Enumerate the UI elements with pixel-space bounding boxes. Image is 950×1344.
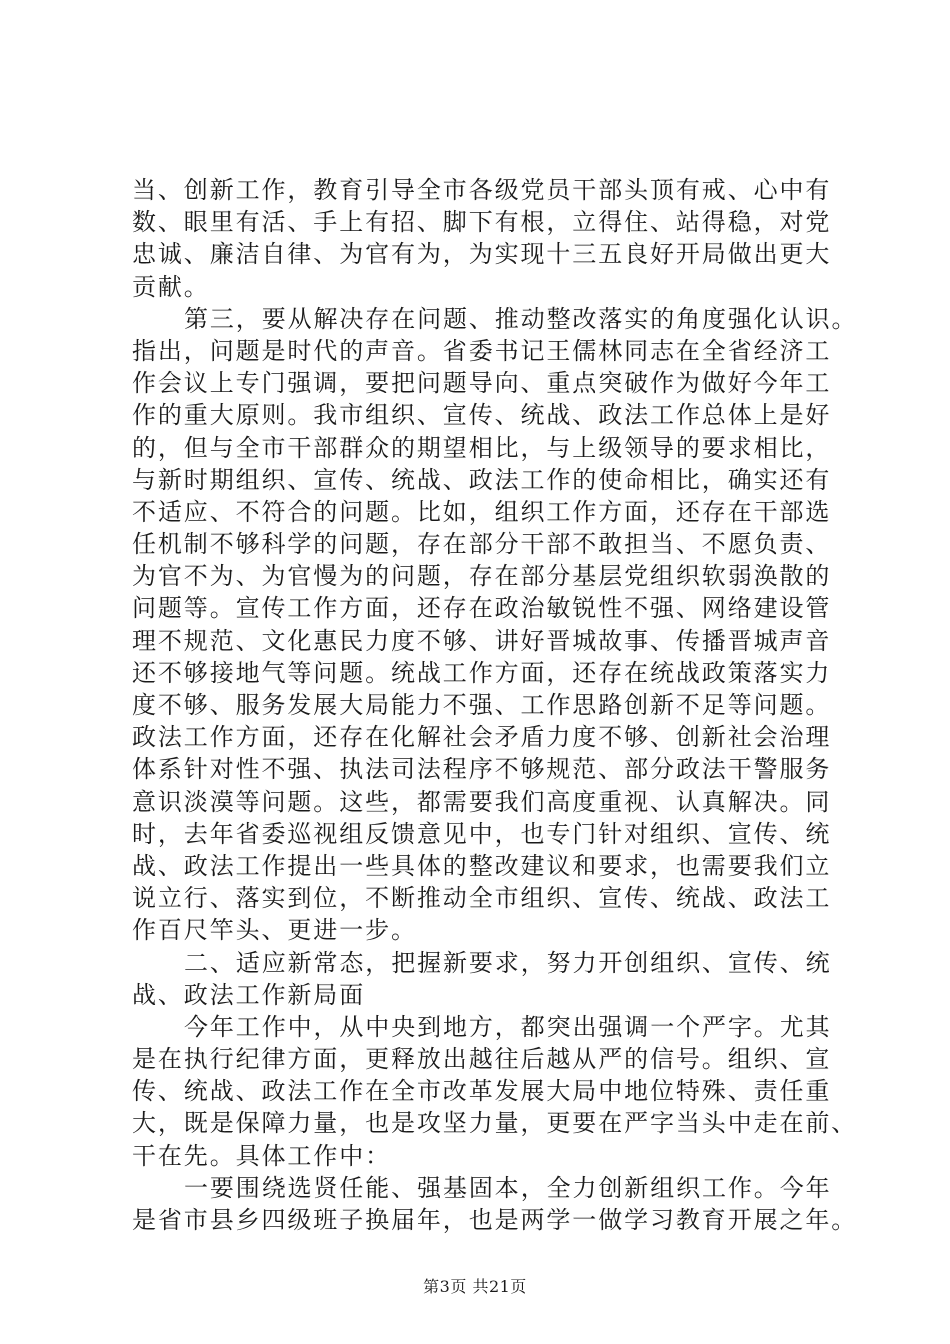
text-line: 的，但与全市干部群众的期望相比，与上级领导的要求相比， — [132, 433, 832, 462]
text-line: 作的重大原则。我市组织、宣传、统战、政法工作总体上是好 — [132, 401, 832, 430]
text-line: 当、创新工作，教育引导全市各级党员干部头顶有戒、心中有 — [132, 176, 832, 204]
text-line: 二、适应新常态，把握新要求，努力开创组织、宣传、统 — [184, 948, 832, 977]
text-line: 传、统战、政法工作在全市改革发展大局中地位特殊、责任重 — [132, 1077, 832, 1106]
text-line: 意识淡漠等问题。这些，都需要我们高度重视、认真解决。同 — [132, 787, 832, 816]
text-line: 与新时期组织、宣传、统战、政法工作的使命相比，确实还有 — [132, 465, 832, 494]
page-footer: 第3页 共21页 — [423, 1277, 527, 1296]
text-line: 贡献。 — [132, 272, 210, 301]
text-line: 体系针对性不强、执法司法程序不够规范、部分政法干警服务 — [132, 755, 832, 784]
text-line: 不适应、不符合的问题。比如，组织工作方面，还存在干部选 — [132, 497, 832, 526]
text-line: 作百尺竿头、更进一步。 — [132, 916, 417, 945]
text-line: 数、眼里有活、手上有招、脚下有根，立得住、站得稳，对党 — [132, 208, 832, 237]
text-line: 度不够、服务发展大局能力不强、工作思路创新不足等问题。 — [132, 691, 832, 719]
text-line: 大，既是保障力量，也是攻坚力量，更要在严字当头中走在前、 — [132, 1109, 858, 1138]
text-line: 战、政法工作新局面 — [132, 980, 366, 1009]
text-line: 指出，问题是时代的声音。省委书记王儒林同志在全省经济工 — [132, 336, 832, 365]
text-line: 时，去年省委巡视组反馈意见中，也专门针对组织、宣传、统 — [132, 819, 832, 848]
text-line: 问题等。宣传工作方面，还存在政治敏锐性不强、网络建设管 — [132, 594, 832, 623]
text-line: 一要围绕选贤任能、强基固本，全力创新组织工作。今年 — [184, 1173, 832, 1202]
body-text — [132, 174, 858, 1236]
text-line: 还不够接地气等问题。统战工作方面，还存在统战政策落实力 — [132, 658, 832, 687]
text-line: 战、政法工作提出一些具体的整改建议和要求，也需要我们立 — [132, 851, 832, 880]
text-line: 任机制不够科学的问题，存在部分干部不敢担当、不愿负责、 — [132, 530, 832, 559]
text-line: 干在先。具体工作中： — [132, 1141, 391, 1170]
text-line: 今年工作中，从中央到地方，都突出强调一个严字。尤其 — [184, 1012, 832, 1041]
text-line: 为官不为、为官慢为的问题，存在部分基层党组织软弱涣散的 — [132, 562, 832, 591]
text-line: 第三，要从解决存在问题、推动整改落实的角度强化认识。 — [184, 304, 858, 333]
text-line: 理不规范、文化惠民力度不够、讲好晋城故事、传播晋城声音 — [132, 626, 832, 655]
text-line: 政法工作方面，还存在化解社会矛盾力度不够、创新社会治理 — [132, 723, 832, 752]
text-line: 作会议上专门强调，要把问题导向、重点突破作为做好今年工 — [132, 369, 832, 398]
text-line: 是省市县乡四级班子换届年，也是两学一做学习教育开展之年。 — [132, 1206, 858, 1234]
text-line: 忠诚、廉洁自律、为官有为，为实现十三五良好开局做出更大 — [132, 240, 832, 269]
text-line: 说立行、落实到位，不断推动全市组织、宣传、统战、政法工 — [132, 884, 832, 913]
text-line: 是在执行纪律方面，更释放出越往后越从严的信号。组织、宣 — [132, 1045, 832, 1074]
